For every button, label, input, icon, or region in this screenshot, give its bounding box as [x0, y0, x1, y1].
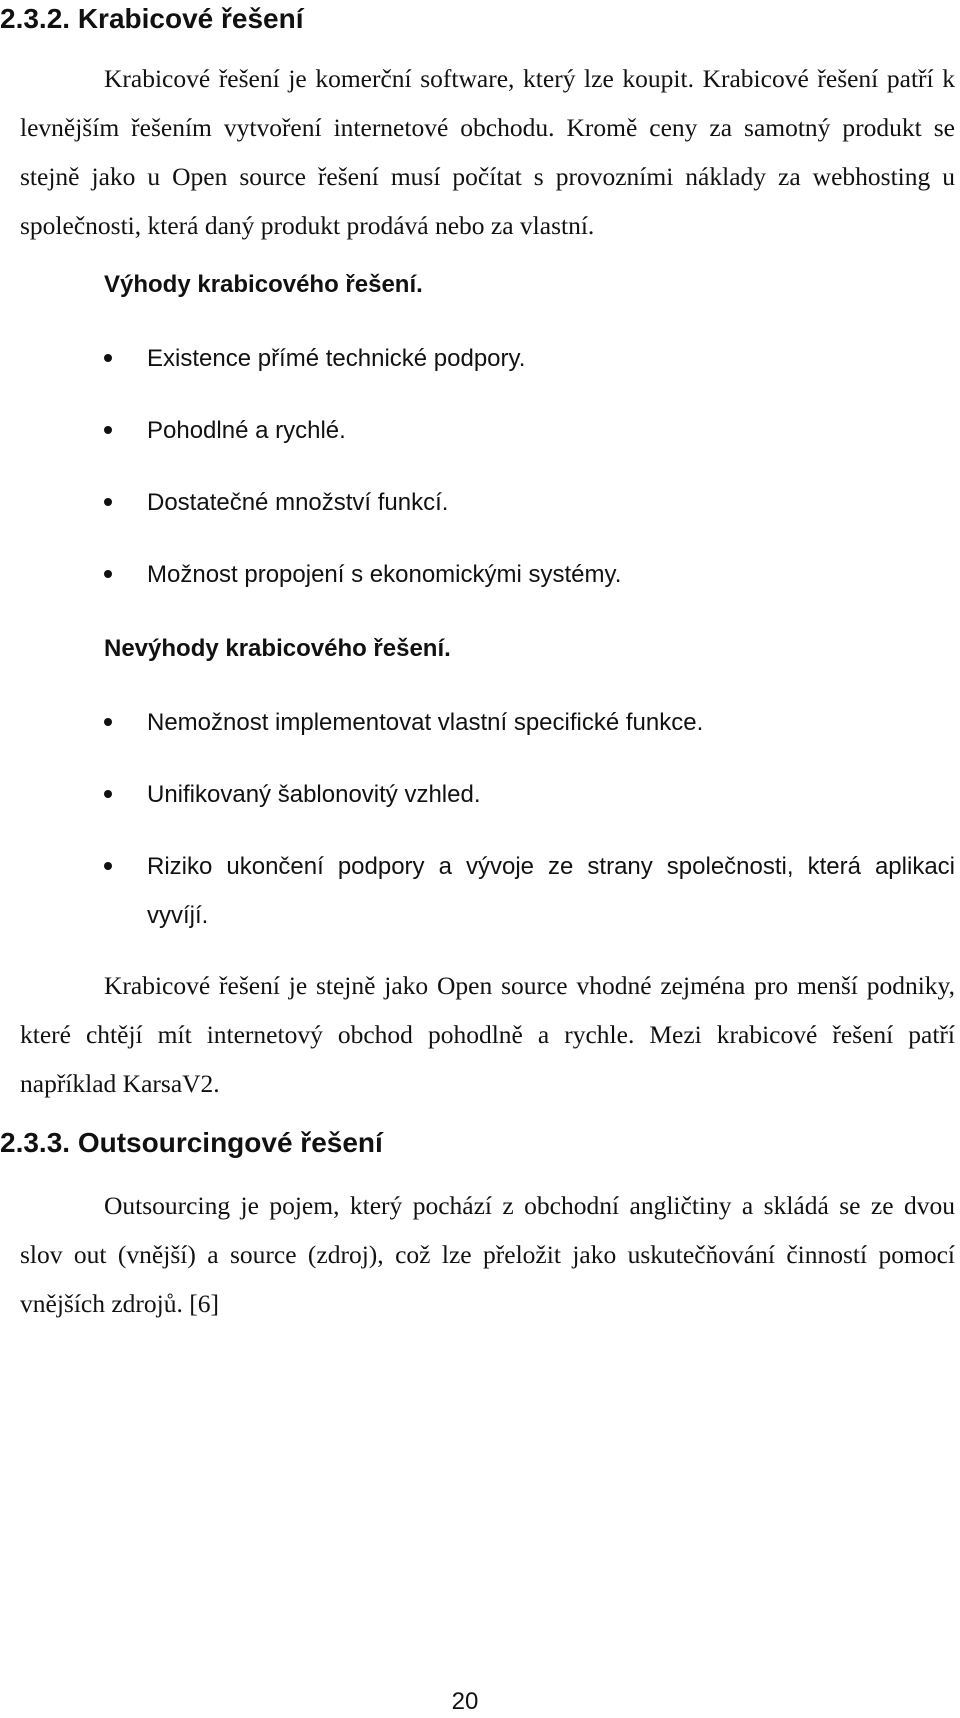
list-item — [104, 698, 955, 747]
bullet-icon — [104, 718, 112, 726]
intro-paragraph-krabicove: Krabicové řešení je komerční software, který lze koupit. Krabicové řešení patří k levnějším řešením vytvoření internetové obchodu. Kromě ceny za samotný produkt se stejně jako u Open source řešení musí počítat s provozními náklady za webhosting u společnosti, která daný produkt prodává nebo za vlastní. — [20, 64, 955, 240]
list-item — [104, 550, 955, 599]
list-item — [104, 334, 955, 383]
bullet-icon — [104, 790, 112, 798]
advantages-title: Výhody krabicového řešení. — [104, 271, 423, 298]
list-item-text: Možnost propojení s ekonomickými systémy. — [147, 561, 622, 588]
list-item-text: Riziko ukončení podpory a vývoje ze strany společnosti, která aplikaci vyvíjí. — [147, 853, 955, 929]
list-item — [104, 406, 955, 455]
bullet-icon — [104, 498, 112, 506]
bullet-icon — [104, 426, 112, 434]
bullet-icon — [104, 354, 112, 362]
list-item-text: Unifikovaný šablonovitý vzhled. — [147, 781, 481, 808]
section-heading-outsourcingove: 2.3.3. Outsourcingové řešení — [0, 1127, 383, 1158]
section-heading-krabicove: 2.3.2. Krabicové řešení — [0, 3, 304, 34]
list-item — [104, 770, 955, 819]
bullet-icon — [104, 862, 112, 870]
disadvantages-title: Nevýhody krabicového řešení. — [104, 635, 451, 662]
conclusion-paragraph: Krabicové řešení je stejně jako Open source vhodné zejména pro menší podniky, které chtějí mít internetový obchod pohodlně a rychle. Mezi krabicové řešení patří například KarsaV2. — [20, 971, 955, 1098]
intro-paragraph-outsourcing: Outsourcing je pojem, který pochází z obchodní angličtiny a skládá se ze dvou slov out (vnější) a source (zdroj), což lze přeložit jako uskutečňování činností pomocí vnějších zdrojů. [6] — [20, 1191, 955, 1318]
list-item-text: Dostatečné množství funkcí. — [147, 489, 449, 516]
list-item-text: Nemožnost implementovat vlastní specifické funkce. — [147, 709, 704, 736]
list-item-text: Existence přímé technické podpory. — [147, 345, 526, 372]
bullet-icon — [104, 570, 112, 578]
list-item-text: Pohodlné a rychlé. — [147, 417, 346, 444]
page-number: 20 — [451, 1688, 479, 1715]
list-item — [104, 478, 955, 527]
list-item — [104, 842, 955, 940]
